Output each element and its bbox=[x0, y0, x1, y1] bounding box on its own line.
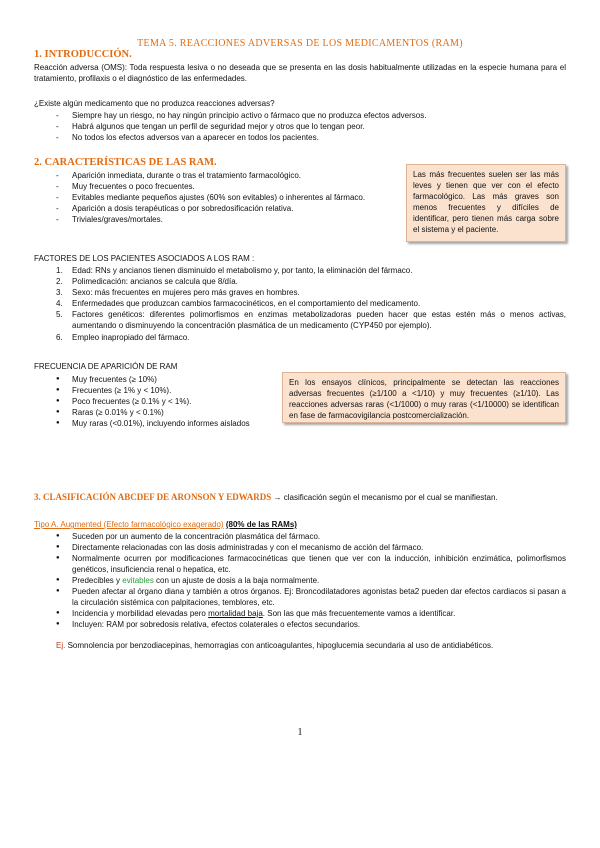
answers-list bbox=[56, 110, 556, 143]
list-item: ● Pueden afectar al órgano diana y también a otros órganos. Ej: Broncodilatadores agonistas beta2 pueden dar efectos cardiacos si pasan a la circulación sistémica con palpitaciones, temblores, etc. bbox=[56, 586, 566, 608]
list-item: ● Directamente relacionadas con las dosis administradas y con el mecanismo de acción del fármaco. bbox=[56, 542, 566, 553]
factors-heading: FACTORES DE LOS PACIENTES ASOCIADOS A LOS RAM : bbox=[34, 254, 255, 263]
list-item: ● Muy frecuentes (≥ 10%) bbox=[56, 374, 286, 385]
list-item: ● Poco frecuentes (≥ 0.1% y < 1%). bbox=[56, 396, 286, 407]
list-item: - No todos los efectos adversos van a aparecer en todos los pacientes. bbox=[56, 132, 556, 143]
definition-paragraph: Reacción adversa (OMS): Toda respuesta lesiva o no deseada que se presenta en las dosis habitualmente utilizadas en la especie humana para el tratamiento, profilaxis o el diagnóstico de las enfermedades. bbox=[34, 63, 566, 83]
list-item: 3. Sexo: más frecuentes en mujeres pero más graves en hombres. bbox=[56, 288, 300, 297]
list-item: 5. Factores genéticos: diferentes polimorfismos en enzimas metabolizadoras pueden hacer que estas estén más o menos activas, aumentando o disminuyendo la concentración plasmática de un medicamento (CYP450 por ejemplo). bbox=[56, 310, 566, 330]
section-2-heading: 2. CARACTERÍSTICAS DE LAS RAM. bbox=[34, 157, 217, 168]
note-box-clinical-trials: En los ensayos clínicos, principalmente se detectan las reacciones adversas frecuentes (≥1/100 a <1/10) y muy frecuentes (≥1/10). Las reacciones adversas raras (<1/1000) o muy raras (<1/10000) se identifican en fase de farmacovigilancia postcomercialización. bbox=[282, 372, 566, 423]
list-item: ● Predecibles y evitables con un ajuste de dosis a la baja normalmente. bbox=[56, 575, 566, 586]
list-item: ● Incluyen: RAM por sobredosis relativa, efectos colaterales o efectos secundarios. bbox=[56, 619, 566, 630]
list-item: - Aparición a dosis terapéuticas o por sobredosificación relativa. bbox=[56, 203, 394, 214]
type-a-heading: Tipo A. Augmented (Efecto farmacológico exagerado) (80% de las RAMs) bbox=[34, 520, 297, 529]
page-number: 1 bbox=[297, 727, 303, 738]
factors-list bbox=[56, 265, 566, 343]
list-item: ● Normalmente ocurren por modificaciones farmacocinéticas que tienen que ver con la inducción, inhibición enzimática, polimorfismos genéticos, insuficiencia renal o hepatica, etc. bbox=[56, 553, 566, 575]
list-item: ● Frecuentes (≥ 1% y < 10%). bbox=[56, 385, 286, 396]
question-line: ¿Existe algún medicamento que no produzca reacciones adversas? bbox=[34, 99, 275, 108]
section-1-heading: 1. INTRODUCCIÓN. bbox=[34, 49, 132, 60]
list-item: ● Muy raras (<0.01%), incluyendo informes aislados bbox=[56, 418, 286, 429]
frequency-list bbox=[56, 374, 286, 429]
list-item: - Siempre hay un riesgo, no hay ningún principio activo o fármaco que no produzca efectos adversos. bbox=[56, 110, 556, 121]
list-item: 4. Enfermedades que produzcan cambios farmacocinéticos, en el comportamiento del medicamento. bbox=[56, 299, 421, 308]
frequency-heading: FRECUENCIA DE APARICIÓN DE RAM bbox=[34, 362, 178, 371]
section-3-heading: 3. CLASIFICACIÓN ABCDEF DE ARONSON Y EDWARDS → clasificación según el mecanismo por el cual se manifiestan. bbox=[34, 492, 498, 502]
list-item: - Evitables mediante pequeños ajustes (60% son evitables) o inherentes al fármaco. bbox=[56, 192, 394, 203]
characteristics-list bbox=[56, 170, 394, 225]
list-item: ● Incidencia y morbilidad elevadas pero mortalidad baja. Son las que más frecuentemente vamos a identificar. bbox=[56, 608, 566, 619]
page-title: TEMA 5. REACCIONES ADVERSAS DE LOS MEDICAMENTOS (RAM) bbox=[137, 38, 463, 49]
list-item: - Triviales/graves/mortales. bbox=[56, 214, 394, 225]
list-item: 1. Edad: RNs y ancianos tienen disminuido el metabolismo y, por tanto, la eliminación del fármaco. bbox=[56, 266, 413, 275]
list-item: - Muy frecuentes o poco frecuentes. bbox=[56, 181, 394, 192]
list-item: 6. Empleo inapropiado del fármaco. bbox=[56, 333, 190, 342]
list-item: 2. Polimedicación: ancianos se calcula que 8/día. bbox=[56, 277, 238, 286]
list-item: ● Suceden por un aumento de la concentración plasmática del fármaco. bbox=[56, 531, 566, 542]
list-item: - Habrá algunos que tengan un perfil de seguridad mejor y otros que lo tengan peor. bbox=[56, 121, 556, 132]
list-item: ● Raras (≥ 0.01% y < 0.1%) bbox=[56, 407, 286, 418]
note-box-frequency: Las más frecuentes suelen ser las más leves y tienen que ver con el efecto farmacológico. Las más graves son menos frecuentes y difíciles de identificar, pero tienen más carga sobre el sistema y el paciente. bbox=[406, 164, 566, 242]
list-item: - Aparición inmediata, durante o tras el tratamiento farmacológico. bbox=[56, 170, 394, 181]
type-a-list bbox=[56, 531, 566, 630]
example-line: Ej. Somnolencia por benzodiacepinas, hemorragias con anticoagulantes, hipoglucemia secundaria al uso de antidiabéticos. bbox=[56, 641, 494, 650]
